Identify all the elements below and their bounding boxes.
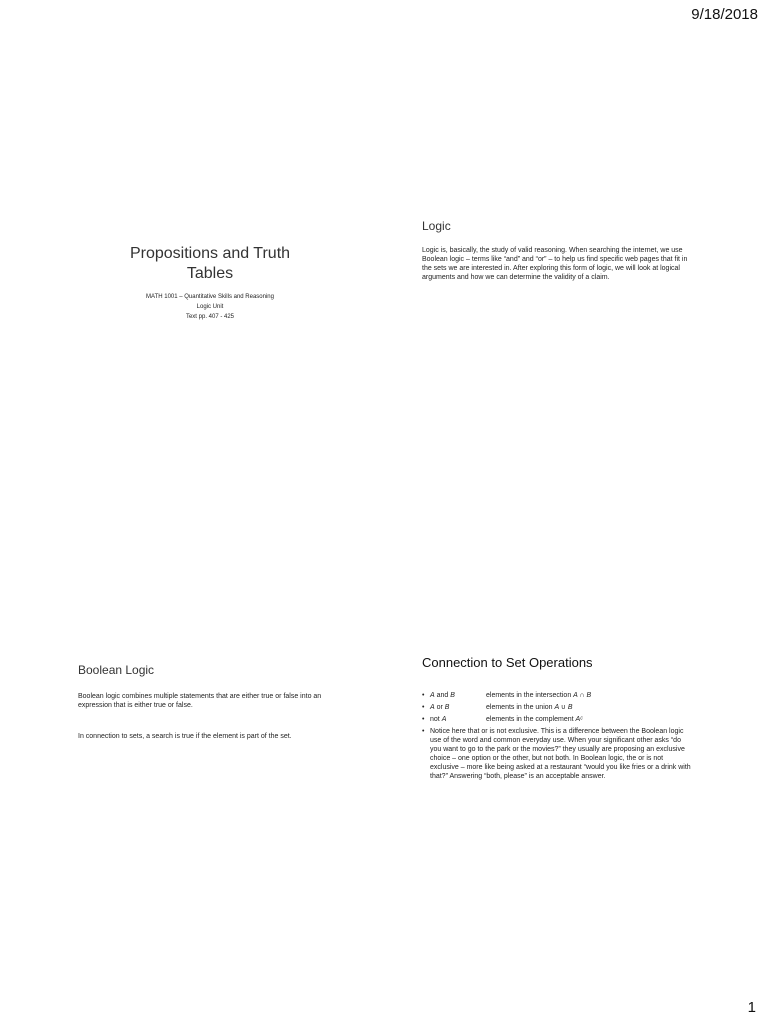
list-item	[422, 703, 692, 712]
operation-term: A or B	[430, 704, 450, 711]
slide-main-title: Propositions and Truth Tables	[129, 245, 291, 282]
list-item	[422, 715, 692, 724]
paragraph: In connection to sets, a search is true if the element is part of the set.	[78, 733, 292, 740]
slide-logic	[422, 218, 692, 292]
slide-set-operations	[422, 655, 692, 784]
slide-heading: Logic	[422, 219, 451, 233]
list-item: • Notice here that or is not exclusive. This is a difference between the Boolean logic use of the word and common everyday use. When your significant other asks “do you want to go to the park or the movies?” they usually are proposing an exclusive choice – one option or the other, but not both. In Boolean logic, the or is not exclusive – more like being asked at a restaurant “would you like fries or a drink with that?” Answering “both, please” is an acceptable answer.	[422, 727, 692, 781]
slide-heading: Boolean Logic	[78, 663, 155, 677]
operation-description: elements in the intersection	[486, 692, 574, 699]
operation-description: elements in the complement	[486, 716, 576, 723]
operation-term: A and B	[430, 692, 455, 699]
slide-title-propositions	[110, 244, 310, 322]
slide-boolean-logic	[78, 662, 340, 763]
operation-notation: Aᶜ	[575, 716, 583, 723]
slide-heading: Connection to Set Operations	[422, 655, 593, 670]
course-name: MATH 1001 – Quantitative Skills and Reasoning	[146, 294, 274, 300]
slide-body	[422, 246, 692, 282]
operation-description: elements in the union	[486, 704, 555, 711]
operation-term: not A	[430, 716, 447, 723]
unit-name: Logic Unit	[196, 304, 224, 310]
list-item	[422, 691, 692, 700]
paragraph: Logic is, basically, the study of valid reasoning. When searching the internet, we use Boolean logic – terms like “and” and “or” – to help us find specific web pages that fit in the sets we are interested in. After exploring this form of logic, we will look at logical arguments and how we can determine the validity of a claim.	[422, 247, 688, 281]
paragraph: Boolean logic combines multiple statements that are either true or false into an expression that is either true or false.	[78, 693, 322, 709]
operation-notation: A ∪ B	[554, 704, 573, 711]
text-pages: Text pp. 407 - 425	[185, 314, 235, 320]
page-number: 1	[747, 999, 756, 1016]
page-date: 9/18/2018	[691, 6, 758, 23]
bullet-list	[422, 691, 692, 781]
operation-notation: A ∩ B	[573, 692, 592, 699]
slide-body	[78, 692, 340, 741]
